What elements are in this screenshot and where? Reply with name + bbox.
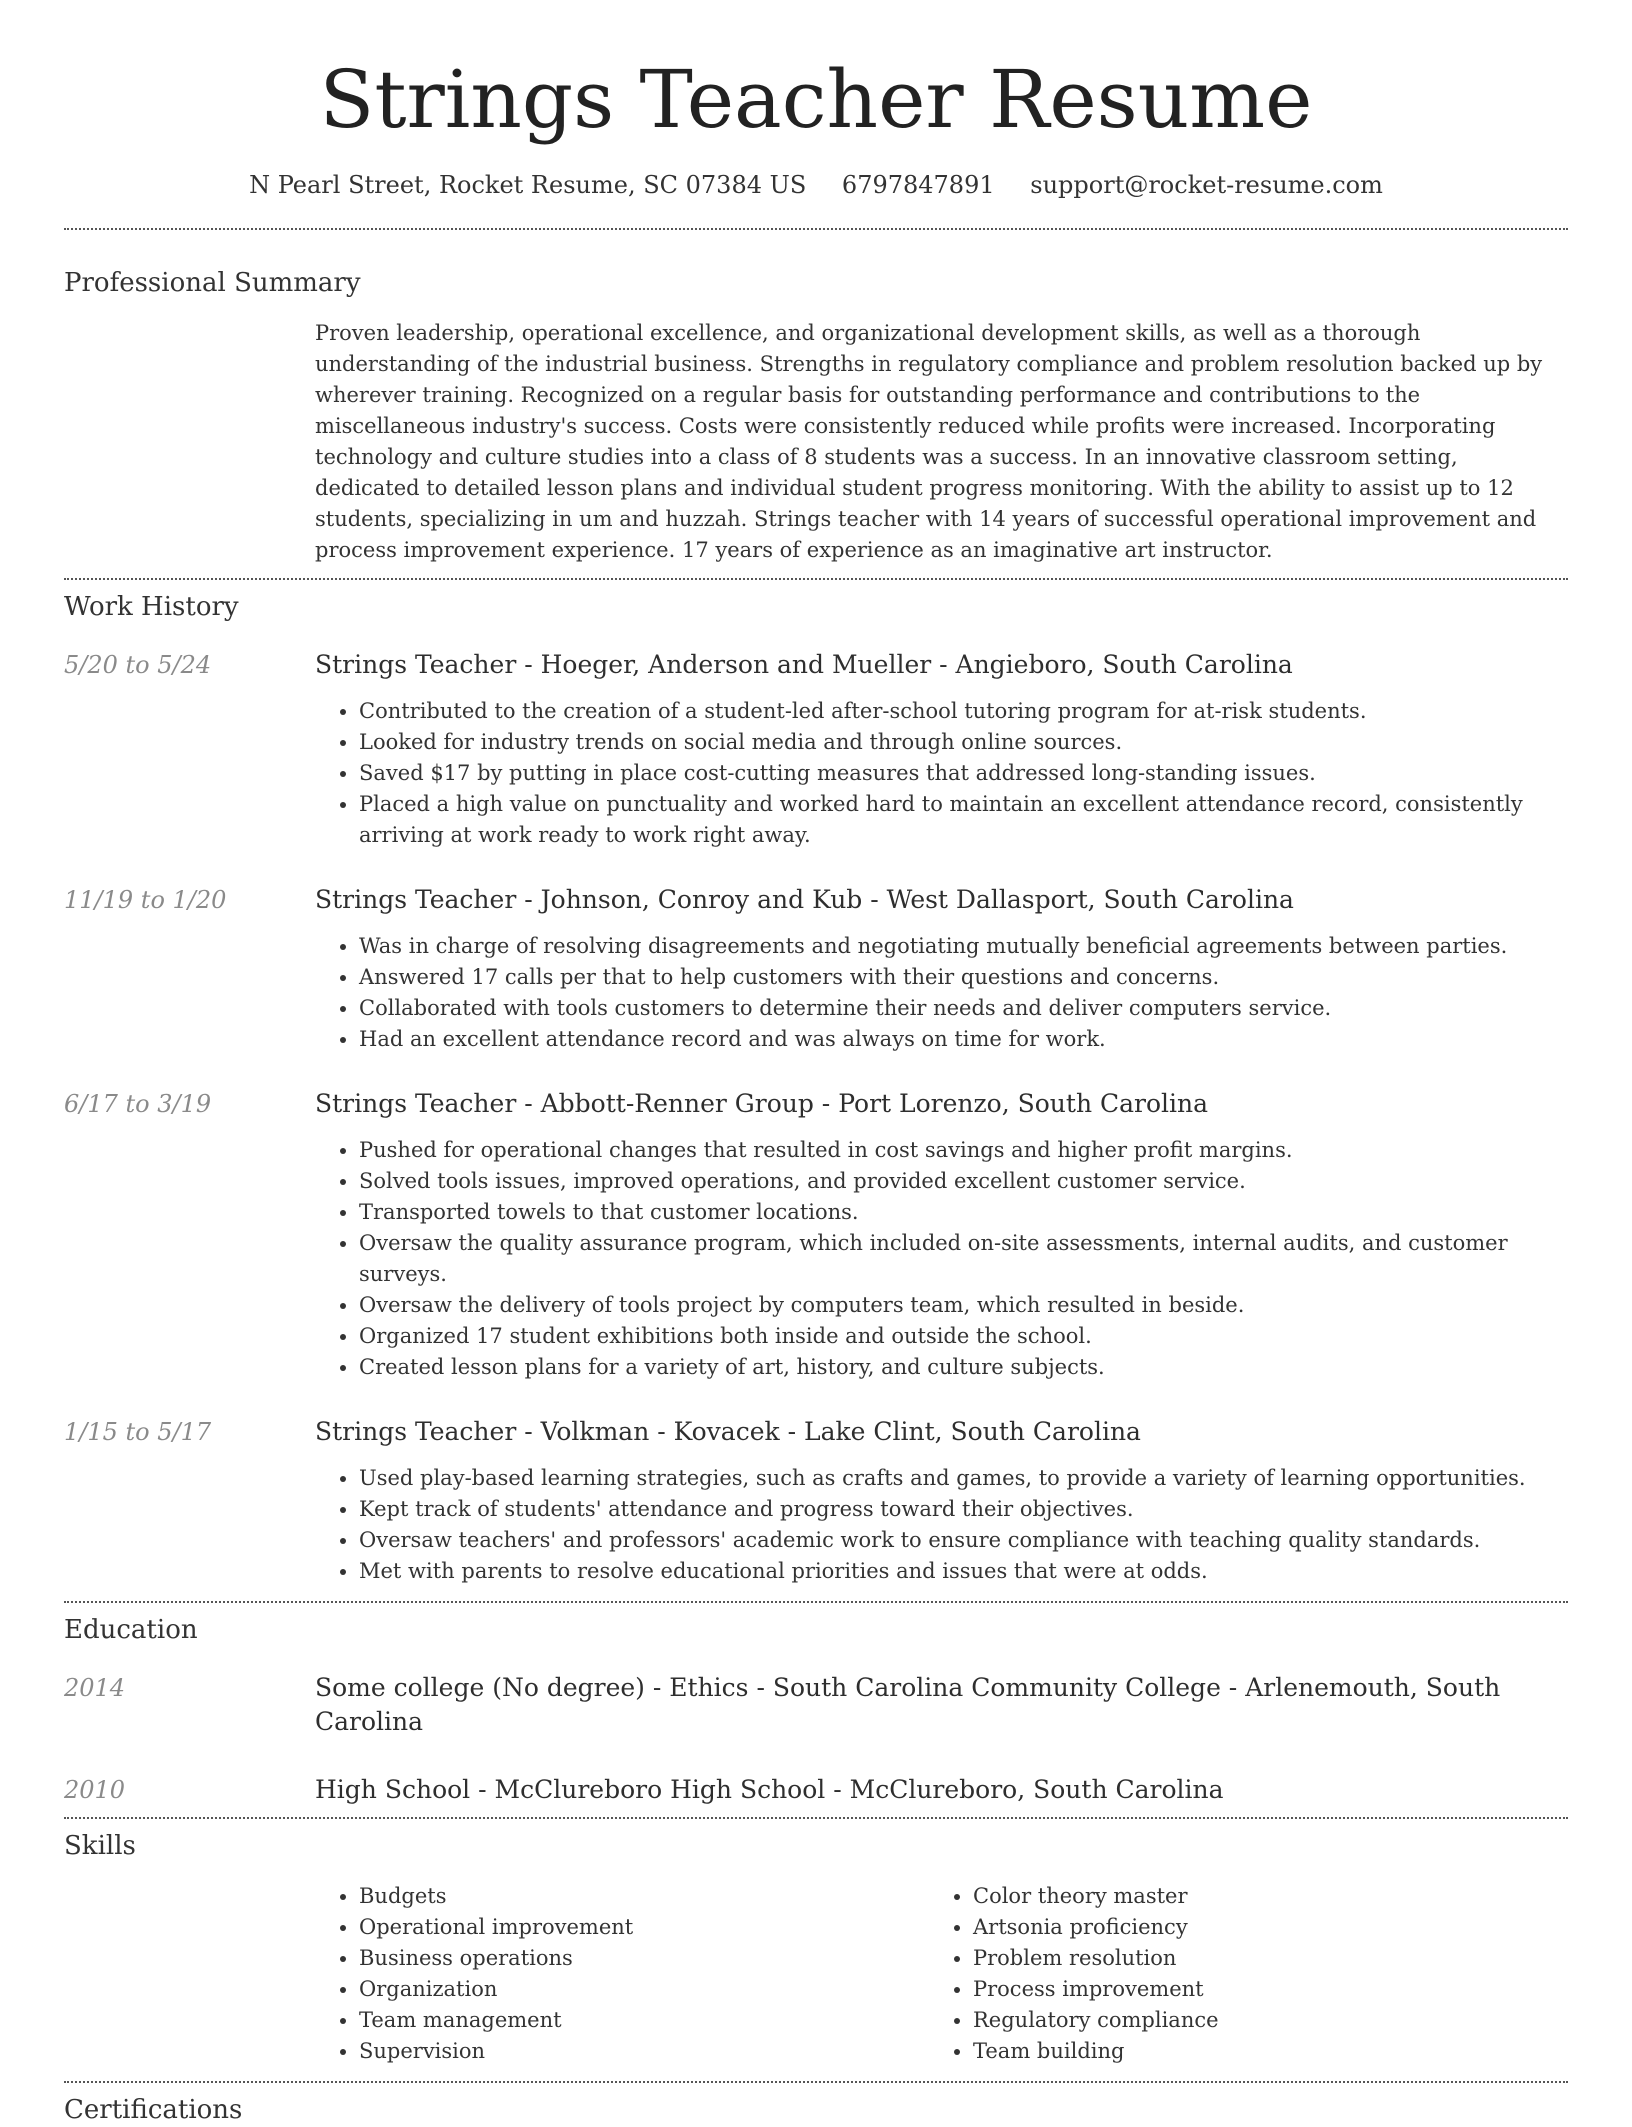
job-bullets [315, 1463, 1568, 1587]
address: N Pearl Street, Rocket Resume, SC 07384 US [249, 171, 807, 199]
resume-page [64, 0, 1568, 2127]
skill-item: • Supervision [359, 2036, 929, 2067]
job-bullets [315, 1135, 1568, 1383]
job-dates: 11/19 to 1/20 [64, 886, 227, 914]
list-item: • Transported towels to that customer locations. [359, 1197, 1568, 1228]
skill-item: • Color theory master [973, 1881, 1543, 1912]
job-dates: 5/20 to 5/24 [64, 651, 212, 679]
work-history-section [64, 590, 1568, 1587]
education-section [64, 1613, 1568, 1807]
job-dates: 6/17 to 3/19 [64, 1090, 212, 1118]
work-history-heading: Work History [64, 592, 239, 622]
skill-item: • Problem resolution [973, 1943, 1543, 1974]
job-title: Strings Teacher - Abbott-Renner Group - Port Lorenzo, South Carolina [315, 1089, 1209, 1118]
divider [64, 1601, 1568, 1603]
phone: 6797847891 [841, 171, 995, 199]
skill-item: • Regulatory compliance [973, 2005, 1543, 2036]
job-title: Strings Teacher - Hoeger, Anderson and Mueller - Angieboro, South Carolina [315, 650, 1293, 679]
summary-text: Proven leadership, operational excellence, and organizational development skills, as well as a thorough understanding of the industrial business. Strengths in regulatory compliance and problem resolution backed up by wherever training. Recognized on a regular basis for outstanding performance and contributions to the miscellaneous industry's success. Costs were consistently reduced while profits were increased. Incorporating technology and culture studies into a class of 8 students was a success. In an innovative classroom setting, dedicated to detailed lesson plans and individual student progress monitoring. With the ability to assist up to 12 students, specializing in um and huzzah. Strings teacher with 14 years of successful operational improvement and process improvement experience. 17 years of experience as an imaginative art instructor. [315, 321, 1543, 562]
divider [64, 1817, 1568, 1819]
education-entry [64, 1671, 1568, 1739]
job-bullets [315, 931, 1568, 1055]
list-item: • Used play-based learning strategies, such as crafts and games, to provide a variety of learning opportunities. [359, 1463, 1568, 1494]
job-title: Strings Teacher - Johnson, Conroy and Kub - West Dallasport, South Carolina [315, 885, 1294, 914]
list-item: • Oversaw the quality assurance program, which included on-site assessments, internal audits, and customer surveys. [359, 1228, 1568, 1290]
job-title: Strings Teacher - Volkman - Kovacek - Lake Clint, South Carolina [315, 1417, 1141, 1446]
list-item: • Contributed to the creation of a student-led after-school tutoring program for at-risk students. [359, 696, 1568, 727]
list-item: • Collaborated with tools customers to determine their needs and deliver computers service. [359, 993, 1568, 1024]
list-item: • Kept track of students' attendance and progress toward their objectives. [359, 1494, 1568, 1525]
list-item: • Pushed for operational changes that resulted in cost savings and higher profit margins. [359, 1135, 1568, 1166]
skill-item: • Process improvement [973, 1974, 1543, 2005]
job-entry [64, 648, 1568, 851]
education-heading: Education [64, 1615, 198, 1645]
divider [64, 2081, 1568, 2083]
education-entry [64, 1773, 1568, 1807]
certifications-section [64, 2093, 1568, 2127]
list-item: • Organized 17 student exhibitions both inside and outside the school. [359, 1321, 1568, 1352]
skills-list-right [929, 1881, 1543, 2067]
summary-section [64, 266, 1568, 566]
summary-heading: Professional Summary [64, 268, 361, 298]
job-dates: 1/15 to 5/17 [64, 1418, 212, 1446]
job-entry [64, 883, 1568, 1055]
skill-item: • Business operations [359, 1943, 929, 1974]
list-item: • Looked for industry trends on social media and through online sources. [359, 727, 1568, 758]
skill-item: • Operational improvement [359, 1912, 929, 1943]
skills-columns [315, 1881, 1568, 2067]
divider [64, 578, 1568, 580]
list-item: • Created lesson plans for a variety of art, history, and culture subjects. [359, 1352, 1568, 1383]
list-item: • Oversaw teachers' and professors' academic work to ensure compliance with teaching quality standards. [359, 1525, 1568, 1556]
list-item: • Was in charge of resolving disagreements and negotiating mutually beneficial agreements between parties. [359, 931, 1568, 962]
list-item: • Saved $17 by putting in place cost-cutting measures that addressed long-standing issues. [359, 758, 1568, 789]
job-entry [64, 1087, 1568, 1383]
education-detail: Some college (No degree) - Ethics - South Carolina Community College - Arlenemouth, South Carolina [315, 1673, 1501, 1736]
skill-item: • Team building [973, 2036, 1543, 2067]
skills-heading: Skills [64, 1831, 136, 1861]
email: support@rocket-resume.com [1030, 171, 1383, 199]
education-detail: High School - McClureboro High School - McClureboro, South Carolina [315, 1775, 1224, 1804]
skill-item: • Team management [359, 2005, 929, 2036]
job-entry [64, 1415, 1568, 1587]
list-item: • Answered 17 calls per that to help customers with their questions and concerns. [359, 962, 1568, 993]
list-item: • Had an excellent attendance record and was always on time for work. [359, 1024, 1568, 1055]
list-item: • Oversaw the delivery of tools project by computers team, which resulted in beside. [359, 1290, 1568, 1321]
certifications-heading: Certifications [64, 2095, 243, 2125]
resume-title: Strings Teacher Resume [319, 53, 1313, 146]
list-item: • Solved tools issues, improved operations, and provided excellent customer service. [359, 1166, 1568, 1197]
skill-item: • Artsonia proficiency [973, 1912, 1543, 1943]
contact-line [64, 168, 1568, 202]
skill-item: • Budgets [359, 1881, 929, 1912]
skills-section [64, 1829, 1568, 2067]
divider [64, 228, 1568, 230]
list-item: • Met with parents to resolve educational priorities and issues that were at odds. [359, 1556, 1568, 1587]
job-bullets [315, 696, 1568, 851]
skills-list-left [315, 1881, 929, 2067]
skill-item: • Organization [359, 1974, 929, 2005]
education-year: 2010 [64, 1776, 126, 1804]
education-year: 2014 [64, 1674, 126, 1702]
list-item: • Placed a high value on punctuality and worked hard to maintain an excellent attendance record, consistently arriving at work ready to work right away. [359, 789, 1568, 851]
